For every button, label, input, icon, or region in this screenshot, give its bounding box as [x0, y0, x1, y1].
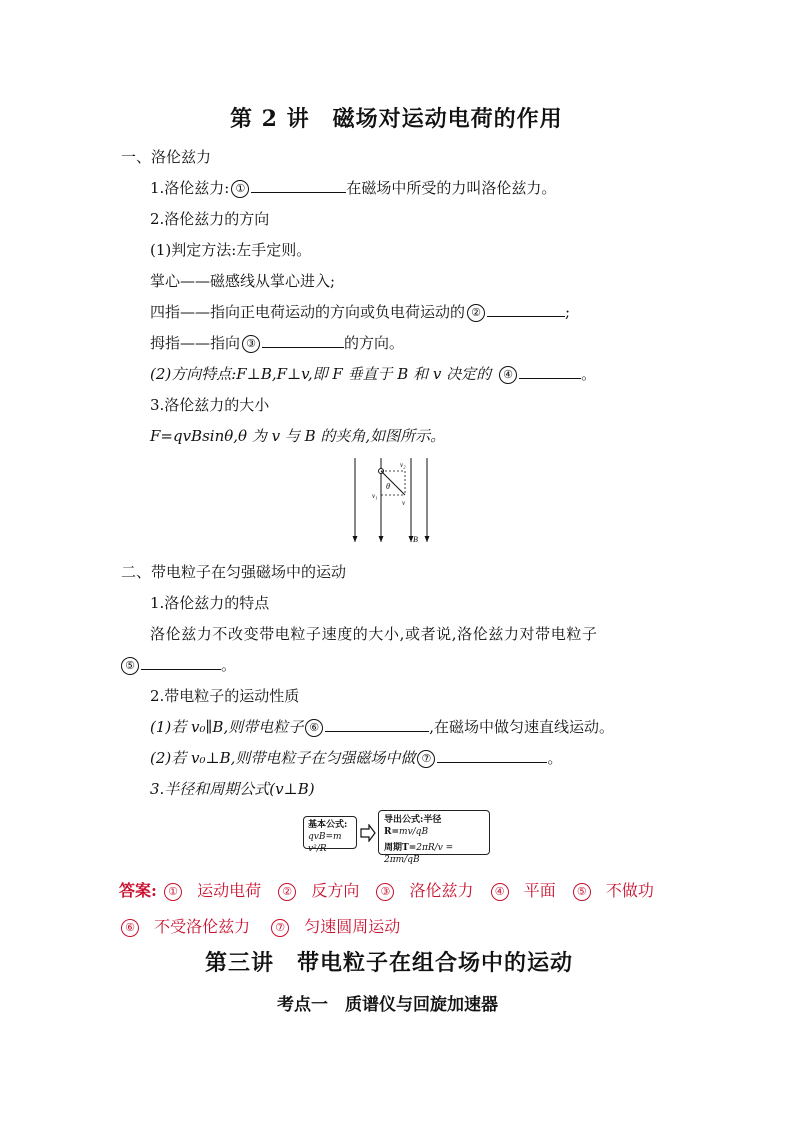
- topic-1-title: 考点一 质谱仪与回旋加速器: [277, 995, 498, 1015]
- para-palm: 掌心——磁感线从掌心进入;: [150, 272, 336, 290]
- para-direction-heading: 2.洛伦兹力的方向: [150, 210, 270, 228]
- para-motion-nature: 2.带电粒子的运动性质: [150, 687, 300, 705]
- para-magnitude-heading: 3.洛伦兹力的大小: [150, 396, 270, 414]
- para-thumb: 拇指——指向 ③ 的方向。: [150, 334, 405, 352]
- fill-blank-3[interactable]: [262, 333, 344, 348]
- answer-item: 反方向: [311, 881, 360, 900]
- section-heading-lorentz: 一、洛伦兹力: [121, 148, 212, 166]
- para-left-hand-rule: (1)判定方法:左手定则。: [150, 241, 312, 259]
- arrow-icon: [360, 824, 376, 842]
- answer-item: 洛伦兹力: [409, 881, 474, 900]
- velocity-field-diagram: [345, 456, 435, 548]
- label-v: v: [402, 499, 406, 507]
- para-direction-feature: (2)方向特点:F⊥B,F⊥v,即 F 垂直于 B 和 v 决定的 ④ 。: [150, 365, 597, 383]
- blank-number: ⑥: [305, 719, 323, 737]
- answer-item: 运动电荷: [197, 881, 262, 900]
- para-perpendicular-case: (2)若 v₀⊥B,则带电粒子在匀强磁场中做 ⑦ 。: [150, 749, 563, 767]
- answer-item: 匀速圆周运动: [304, 917, 401, 936]
- para-no-speed-change: 洛伦兹力不改变带电粒子速度的大小,或者说,洛伦兹力对带电粒子: [150, 625, 598, 643]
- blank-number: ④: [499, 366, 517, 384]
- blank-number: ⑦: [417, 750, 435, 768]
- velocity-vector: [381, 471, 405, 495]
- label-v1: v₁: [372, 492, 378, 500]
- para-feature-heading: 1.洛伦兹力的特点: [150, 594, 270, 612]
- basic-formula-box: 基本公式: qvB=m v²/R: [303, 816, 357, 849]
- answers-row-1: 答案: ① 运动电荷 ② 反方向 ③ 洛伦兹力 ④ 平面 ⑤ 不做功: [119, 881, 654, 900]
- lecture-title: 第 2 讲 磁场对运动电荷的作用: [230, 106, 563, 132]
- para-lorentz-definition: 1.洛伦兹力: ① 在磁场中所受的力叫洛伦兹力。: [150, 179, 557, 197]
- blank-number: ①: [231, 180, 249, 198]
- label-v2: v₂: [400, 461, 406, 469]
- fill-blank-7[interactable]: [437, 748, 547, 763]
- para-lorentz-formula: F=qvBsinθ,θ 为 v 与 B 的夹角,如图所示。: [150, 427, 446, 445]
- answers-label: 答案:: [119, 881, 157, 900]
- fill-blank-6[interactable]: [325, 717, 429, 732]
- para-formula-heading: 3.半径和周期公式(v⊥B): [150, 780, 315, 798]
- para-parallel-case: (1)若 v₀∥B,则带电粒子 ⑥ ,在磁场中做匀速直线运动。: [150, 718, 615, 736]
- blank-number: ⑤: [121, 657, 139, 675]
- answer-item: 不做功: [605, 881, 654, 900]
- answers-row-2: ⑥ 不受洛伦兹力 ⑦ 匀速圆周运动: [119, 914, 400, 937]
- label-B: B: [413, 535, 418, 544]
- para-four-fingers: 四指——指向正电荷运动的方向或负电荷运动的 ② ;: [150, 303, 571, 321]
- fill-blank-1[interactable]: [251, 178, 346, 193]
- fill-blank-4[interactable]: [519, 364, 581, 379]
- blank-number: ②: [467, 304, 485, 322]
- fill-blank-2[interactable]: [487, 302, 565, 317]
- lecture-3-title: 第三讲 带电粒子在组合场中的运动: [205, 950, 574, 976]
- answer-item: 不受洛伦兹力: [154, 917, 251, 936]
- blank-number: ③: [242, 335, 260, 353]
- fill-blank-5[interactable]: [141, 655, 221, 670]
- derived-formula-box: 导出公式:半径R=mv/qB 周期T=2πR/v = 2πm/qB: [378, 810, 490, 855]
- answer-item: 平面: [523, 881, 556, 900]
- para-no-work: ⑤ 。: [119, 654, 236, 675]
- label-theta: θ: [386, 482, 390, 491]
- section-heading-motion: 二、带电粒子在匀强磁场中的运动: [121, 563, 347, 581]
